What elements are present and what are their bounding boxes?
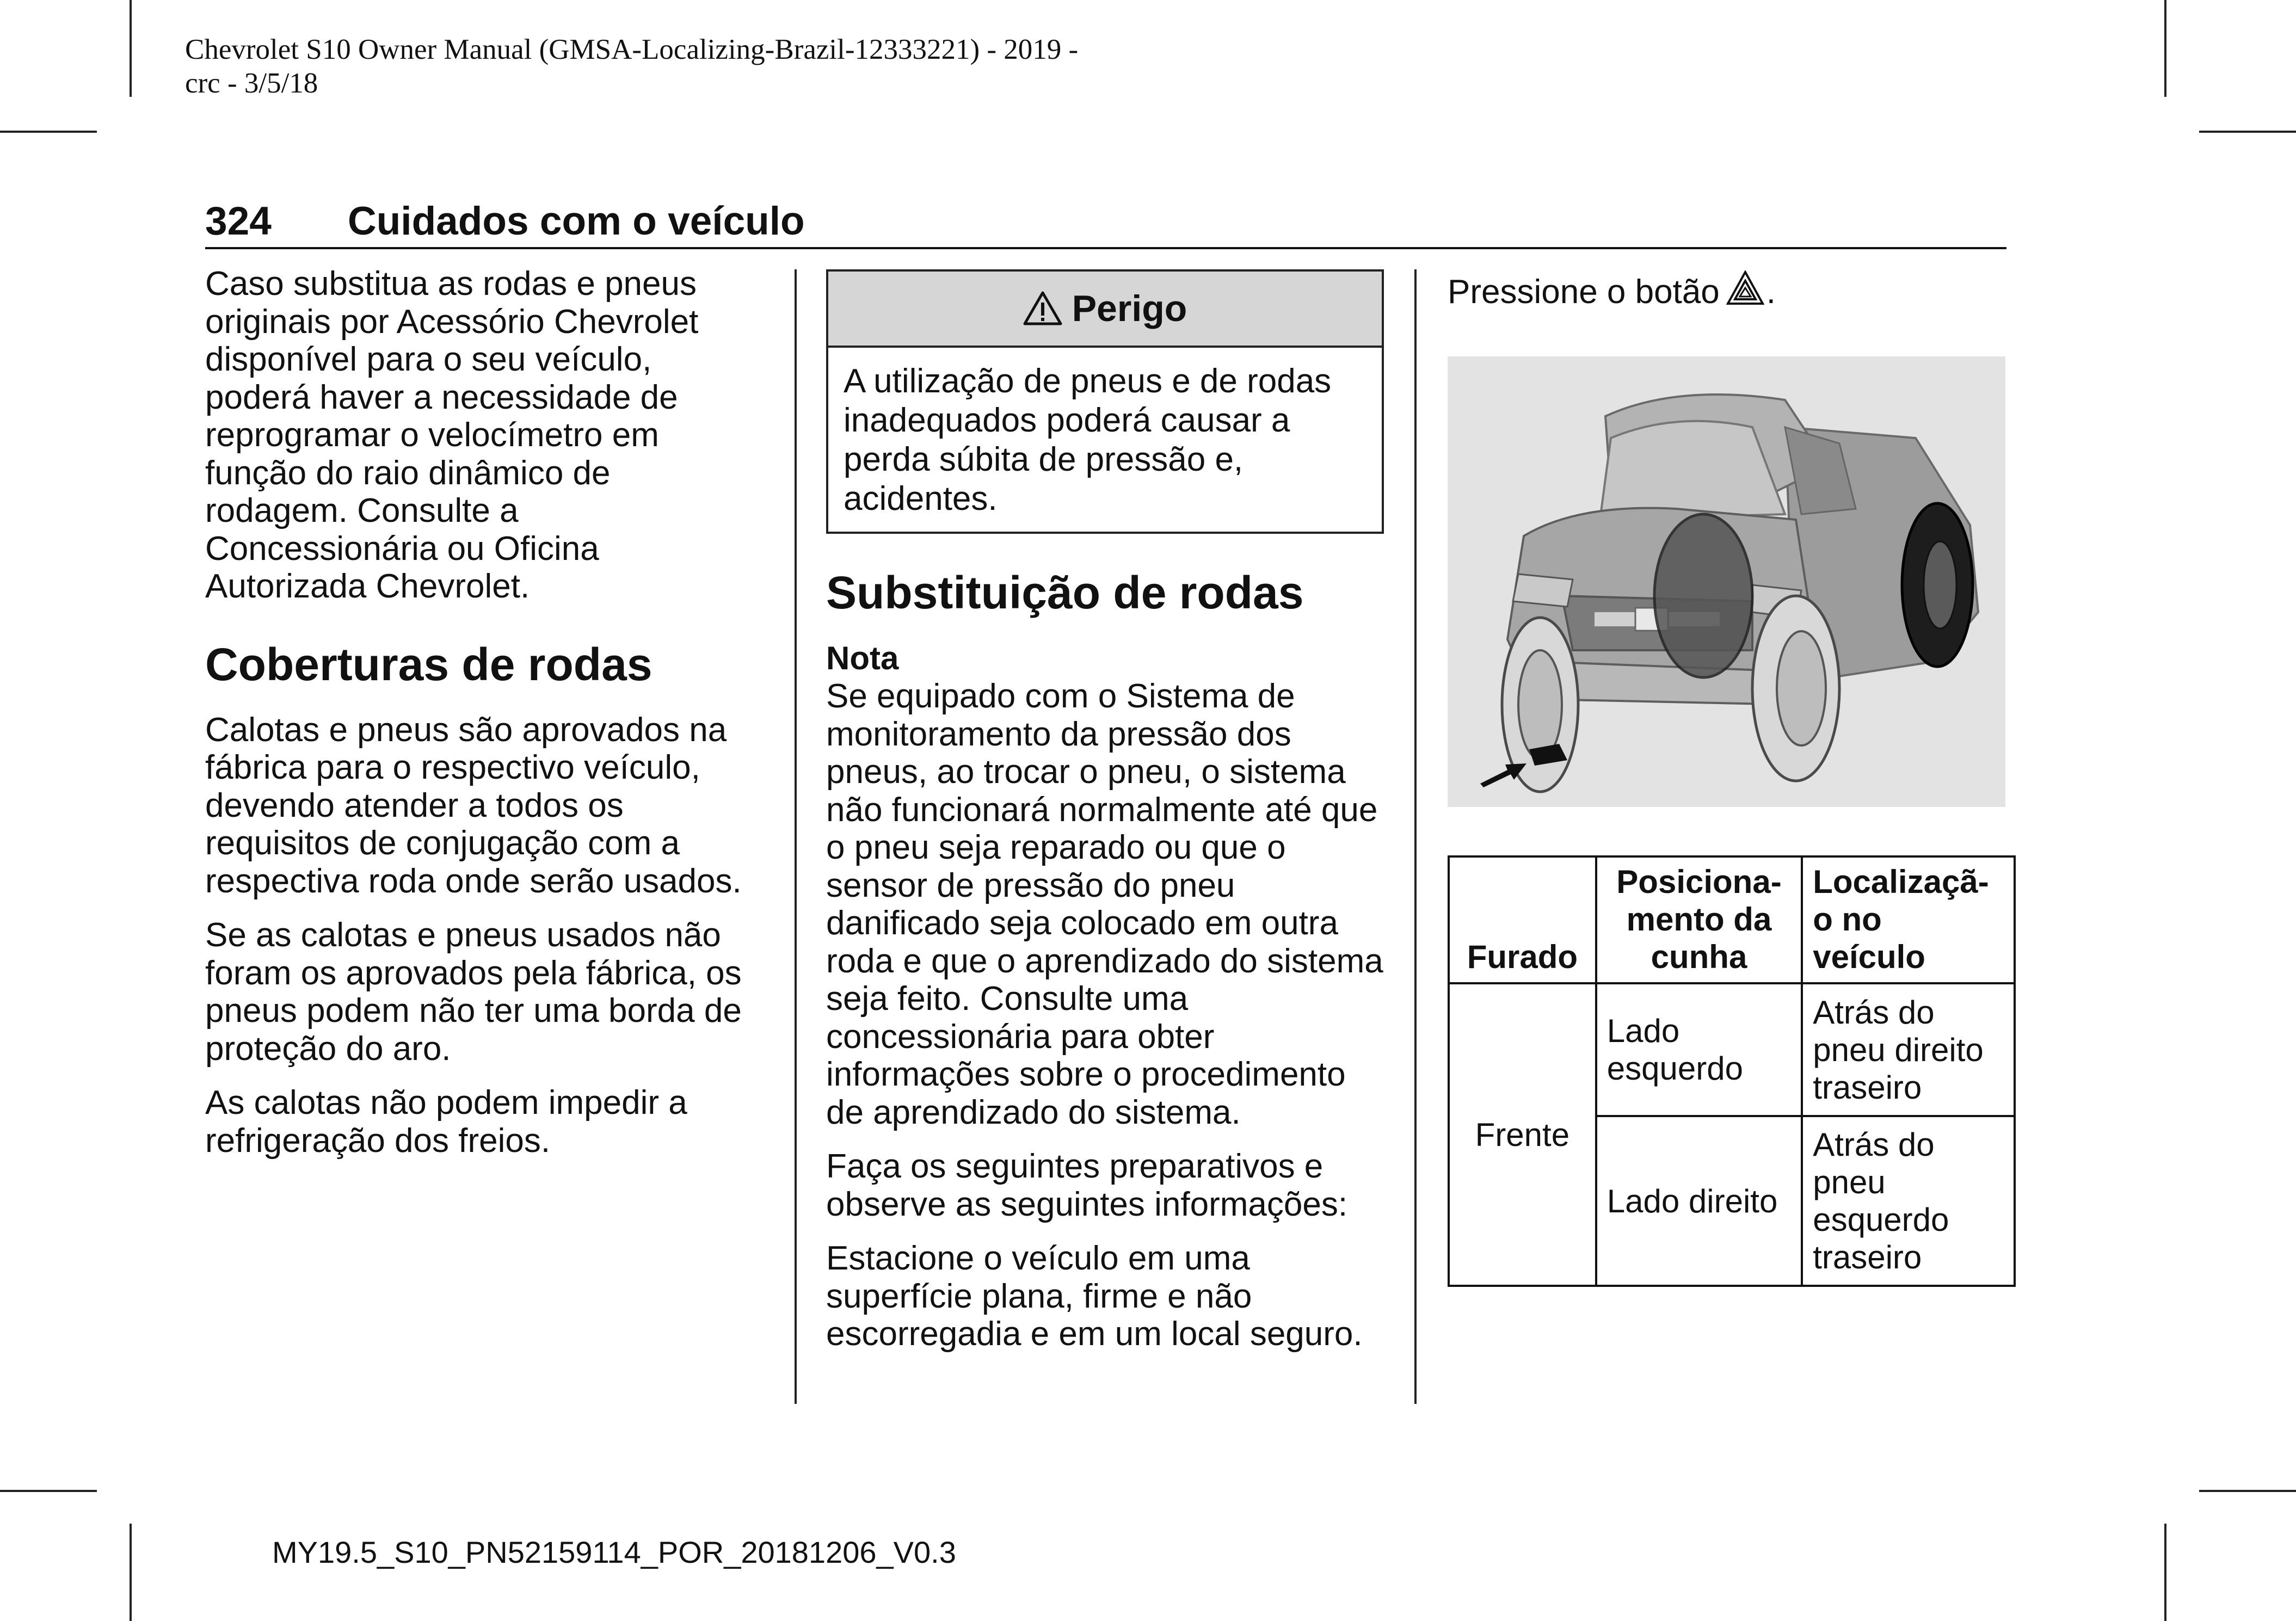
paragraph: Estacione o veículo em uma superfície plana, firme e não escorregadia e em um local seguro.	[826, 1240, 1363, 1353]
press-button-instruction	[1448, 270, 2019, 311]
danger-text: A utilização de pneus e de rodas inadequados poderá causar a perda súbita de pressão e, acidentes.	[844, 362, 1332, 517]
crop-mark	[2164, 1524, 2166, 1621]
table-header-row	[1449, 856, 2015, 983]
crop-mark	[0, 131, 97, 133]
pickup-truck-illustration	[1448, 356, 2005, 807]
page-number: 324	[205, 199, 272, 243]
danger-box	[826, 269, 1384, 534]
print-header-line-2: crc - 3/5/18	[185, 67, 318, 99]
danger-header	[828, 272, 1382, 348]
paragraph: Faça os seguintes preparativos e observe as seguintes informações:	[826, 1148, 1348, 1223]
print-header	[185, 33, 1219, 100]
vehicle-wedge-illustration	[1448, 356, 2005, 807]
section-heading-wheel-covers: Coberturas de rodas	[205, 638, 653, 690]
column-divider	[1414, 269, 1417, 1404]
header-flat: Furado	[1467, 939, 1578, 975]
table-header-cell: Localizaçã- o no veículo	[1802, 856, 2015, 983]
crop-mark	[2164, 0, 2166, 97]
table-cell: Atrás do pneu esquerdo traseiro	[1802, 1116, 2015, 1286]
table-header-cell: Posiciona- mento da cunha	[1596, 856, 1802, 983]
crop-mark	[130, 1524, 132, 1621]
print-header-line-1: Chevrolet S10 Owner Manual (GMSA-Localizing-Brazil-12333221) - 2019 -	[185, 34, 1079, 65]
column-right	[1448, 270, 2019, 328]
column-left	[205, 265, 760, 1176]
table-cell: Lado direito	[1596, 1116, 1802, 1286]
running-head	[205, 197, 2006, 249]
wedge-position-table	[1448, 855, 2016, 1287]
press-text-end: .	[1766, 273, 1776, 311]
note-title: Nota	[826, 640, 899, 676]
hazard-warning-icon	[1726, 270, 1764, 305]
crop-mark	[130, 0, 132, 97]
note-text: Se equipado com o Sistema de monitoramento da pressão dos pneus, ao trocar o pneu, o sistema não funcionará normalmente até que o pneu seja reparado ou que o sensor de pressão do pneu danificado seja colocado em outra roda e que o aprendizado do sistema seja feito. Consulte uma concessionária para obter informações sobre o procedimento de aprendizado do sistema.	[826, 677, 1383, 1131]
column-divider	[795, 269, 797, 1404]
crop-mark	[0, 1490, 97, 1492]
table-cell-group: Frente	[1449, 983, 1596, 1286]
column-middle	[826, 269, 1384, 1370]
paragraph: Calotas e pneus são aprovados na fábrica para o respectivo veículo, devendo atender a todos os requisitos de conjugação com a respectiva roda onde serão usados.	[205, 711, 742, 900]
intro-paragraph: Caso substitua as rodas e pneus originais por Acessório Chevrolet disponível para o seu veículo, poderá haver a necessidade de reprogramar o velocímetro em função do raio dinâmico de rodagem. Consulte a Concessionária ou Oficina Autorizada Chevrolet.	[205, 265, 699, 605]
crop-mark	[2199, 1490, 2296, 1492]
paragraph: Se as calotas e pneus usados não foram os aprovados pela fábrica, os pneus podem não ter uma borda de proteção do aro.	[205, 916, 742, 1068]
danger-title: Perigo	[1072, 288, 1187, 329]
crop-mark	[2199, 131, 2296, 133]
chapter-title: Cuidados com o veículo	[348, 199, 805, 243]
section-heading-wheel-replacement: Substituição de rodas	[826, 567, 1304, 618]
table-header-cell	[1449, 856, 1596, 983]
paragraph: As calotas não podem impedir a refrigeração dos freios.	[205, 1084, 687, 1160]
table-cell: Atrás do pneu direito traseiro	[1802, 983, 2015, 1116]
table-row	[1449, 983, 2015, 1116]
warning-triangle-icon	[1023, 291, 1062, 325]
print-footer: MY19.5_S10_PN52159114_POR_20181206_V0.3	[272, 1535, 956, 1569]
table-cell: Lado esquerdo	[1596, 983, 1802, 1116]
press-text: Pressione o botão	[1448, 273, 1720, 311]
